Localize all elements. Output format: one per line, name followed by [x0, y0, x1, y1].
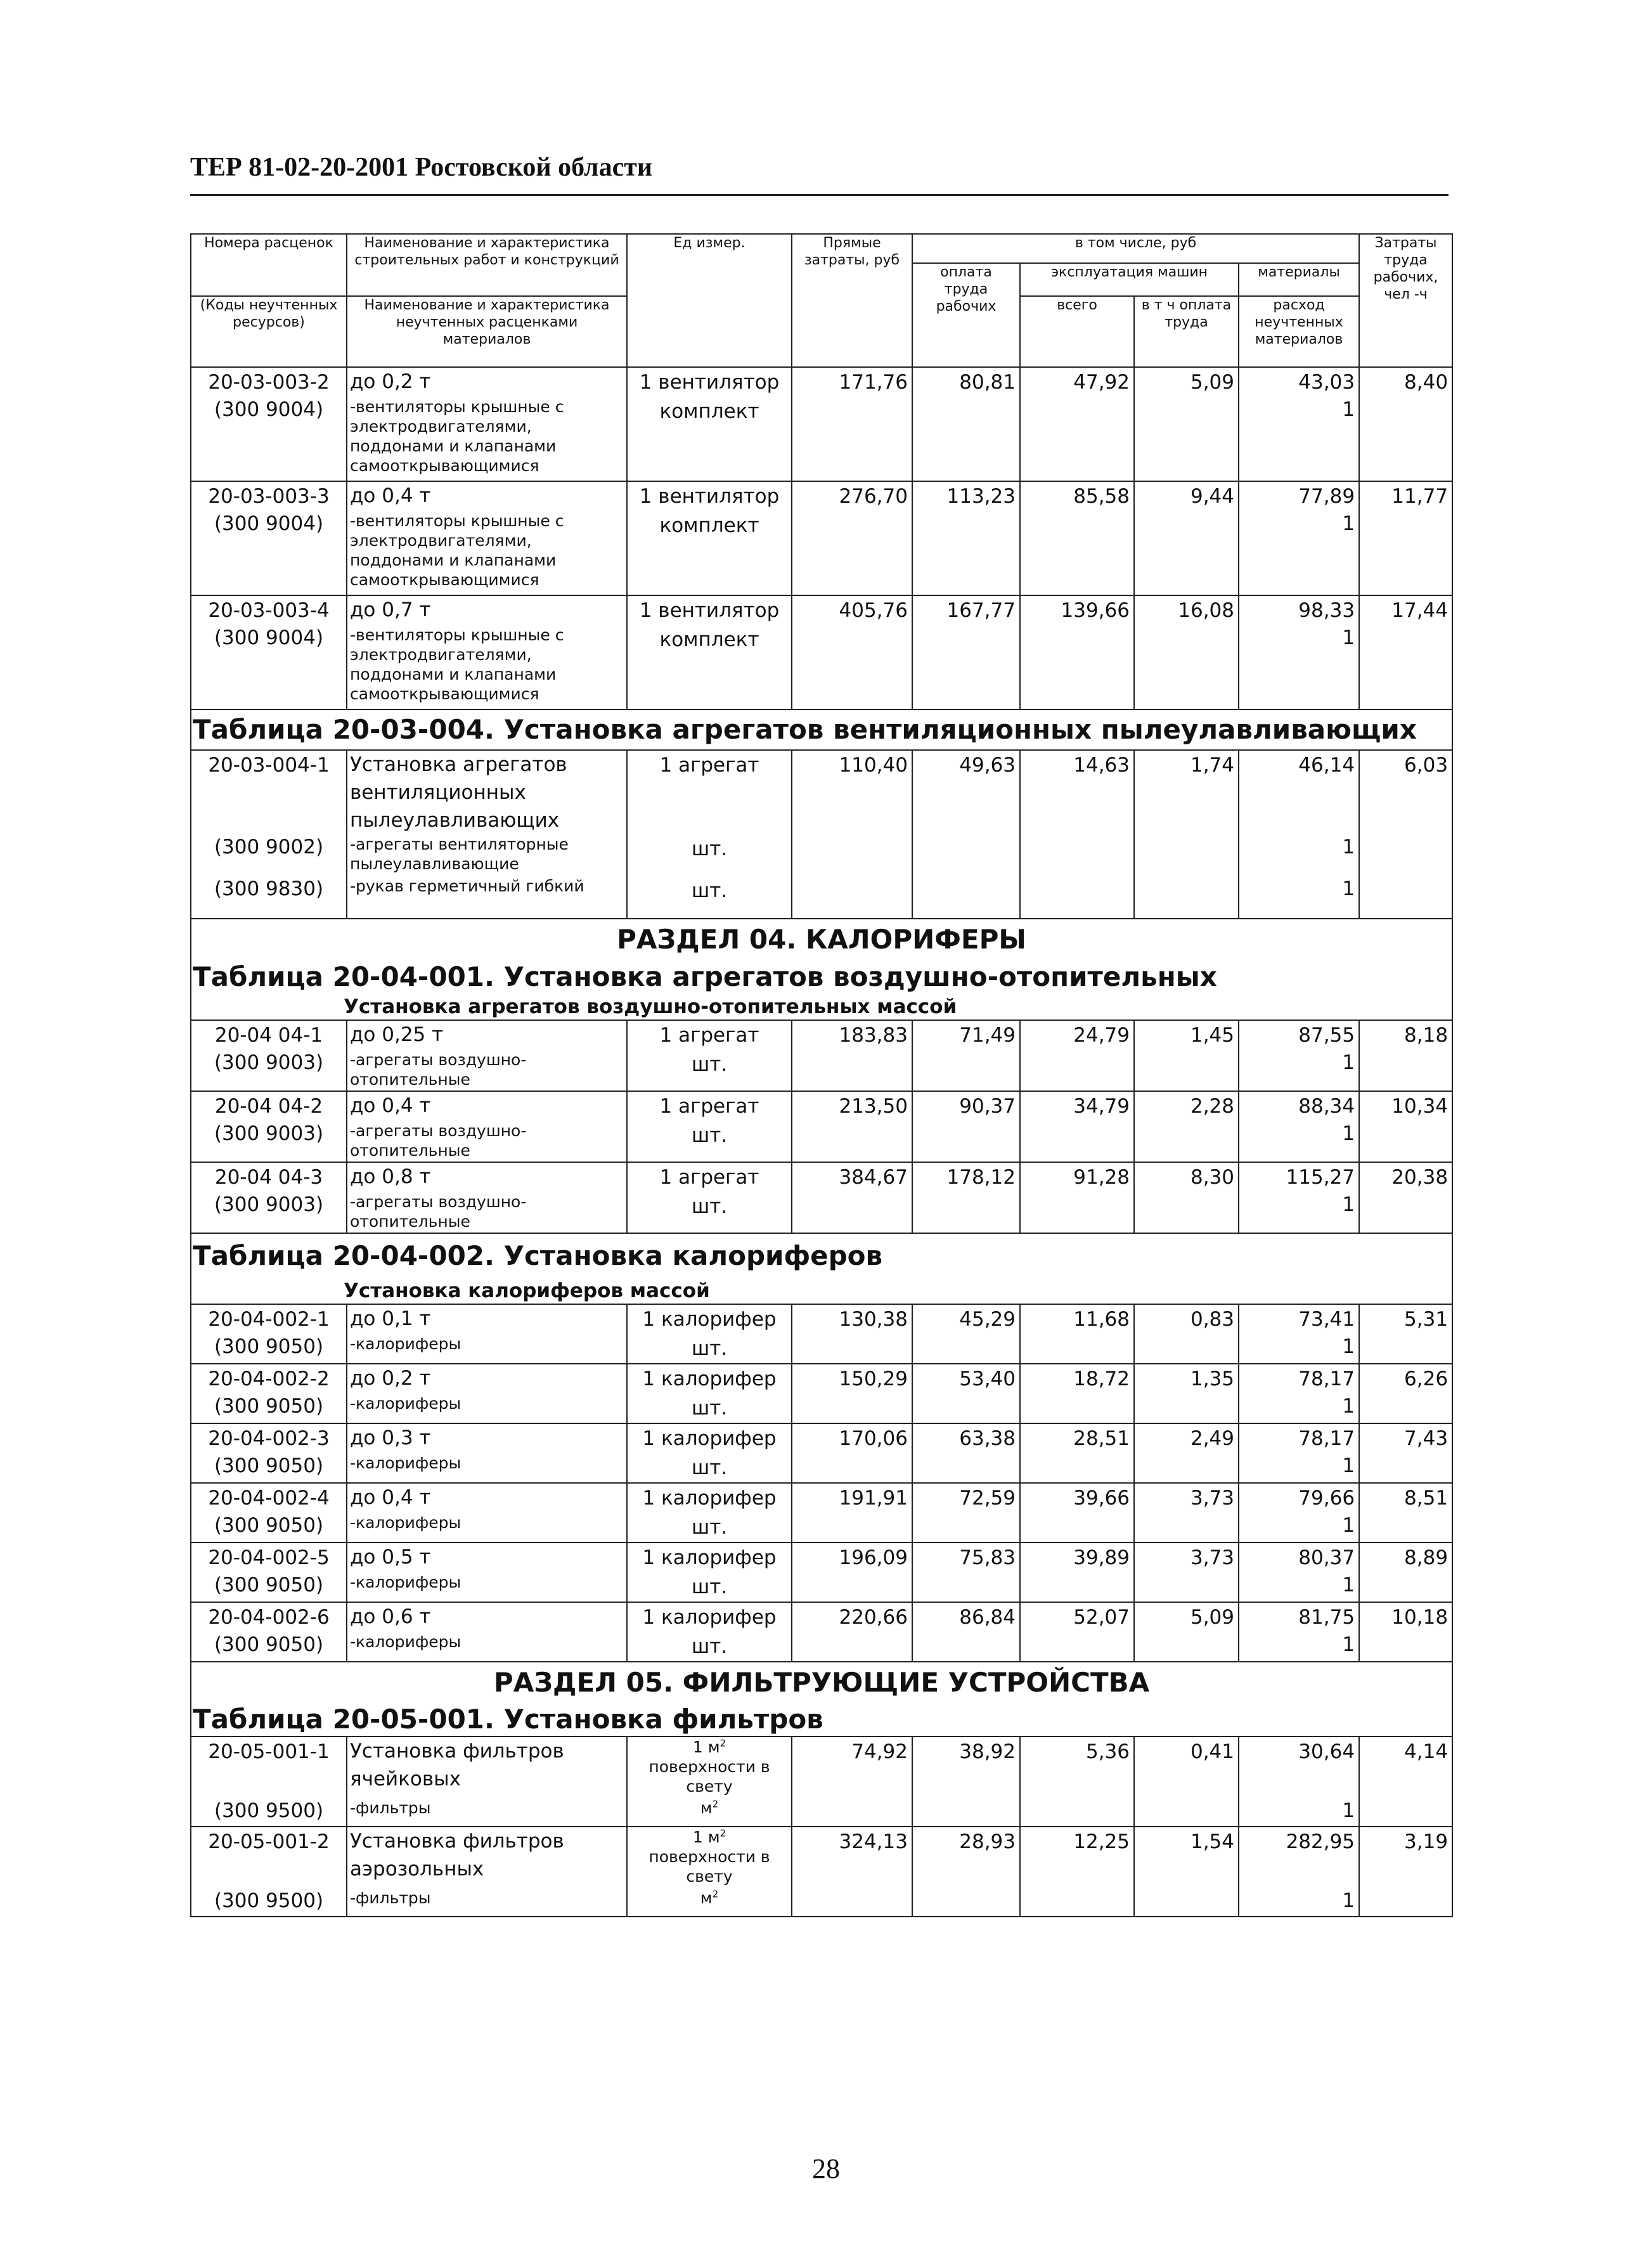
direct-costs: 150,29 [792, 1364, 912, 1423]
rate-row [191, 1827, 1452, 1888]
labor-cost: 3,19 [1359, 1827, 1452, 1917]
resource-unit: шт. [627, 834, 792, 876]
resource-name: -калориферы [347, 1453, 627, 1483]
header-name-bottom: Наименование и характеристика неучтенных расценками материалов [347, 296, 627, 367]
labor-cost: 10,18 [1359, 1602, 1452, 1662]
header-direct-costs: Прямые затраты, руб [792, 234, 912, 367]
materials: 30,64 [1239, 1737, 1359, 1798]
rates-table-wrapper [190, 233, 1452, 1917]
header-materials-usage: расход неучтенных материалов [1239, 296, 1359, 367]
resource-unit [627, 1798, 792, 1827]
labor-cost: 5,31 [1359, 1304, 1452, 1364]
rate-unit-desc: поверхности в свету [649, 1848, 770, 1886]
resource-unit-main: м [700, 1799, 713, 1817]
labor-pay: 53,40 [912, 1364, 1020, 1423]
direct-costs: 183,83 [792, 1020, 912, 1091]
labor-cost: 7,43 [1359, 1423, 1452, 1483]
rate-code: 20-03-003-2 [191, 367, 347, 397]
rate-code: 20-04-002-6 [191, 1602, 347, 1632]
resource-unit [627, 1888, 792, 1917]
resource-name: -агрегаты воздушно-отопительные [347, 1050, 627, 1091]
rate-unit-main: 1 м [692, 1828, 720, 1846]
rate-name: Установка фильтров аэрозольных [347, 1827, 627, 1888]
labor-cost: 8,18 [1359, 1020, 1452, 1091]
direct-costs: 276,70 [792, 481, 912, 595]
rate-name: до 0,3 т [347, 1423, 627, 1453]
header-labor-cost: Затраты труда рабочих, чел -ч [1359, 234, 1452, 367]
labor-cost: 8,40 [1359, 367, 1452, 481]
direct-costs: 196,09 [792, 1543, 912, 1602]
rate-row [191, 367, 1452, 397]
rate-unit [627, 1827, 792, 1888]
header-rule [190, 194, 1449, 196]
rate-row [191, 750, 1452, 834]
resource-unit: шт. [627, 876, 792, 919]
resource-name: -калориферы [347, 1632, 627, 1662]
resource-qty: 1 [1239, 1798, 1359, 1827]
machines-labor: 0,41 [1134, 1737, 1239, 1827]
table-title-row [191, 1703, 1452, 1737]
rate-name: до 0,4 т [347, 1091, 627, 1121]
header-unit: Ед измер. [627, 234, 792, 367]
resource-code: (300 9050) [191, 1513, 347, 1543]
resource-qty: 1 [1239, 625, 1359, 709]
rate-code: 20-04-002-5 [191, 1543, 347, 1572]
rate-unit-desc: поверхности в свету [649, 1757, 770, 1796]
rate-name: до 0,8 т [347, 1162, 627, 1192]
resource-qty: 1 [1239, 1192, 1359, 1233]
resource-code: (300 9050) [191, 1632, 347, 1662]
rate-row [191, 1543, 1452, 1572]
header-labor-pay: оплата труда рабочих [912, 263, 1020, 367]
machines-labor: 5,09 [1134, 367, 1239, 481]
resource-name: -вентиляторы крышные с электродвигателями, поддонами и клапанами самооткрывающимися [347, 511, 627, 595]
machines-labor: 1,35 [1134, 1364, 1239, 1423]
rate-row [191, 1364, 1452, 1394]
resource-code: (300 9830) [191, 876, 347, 919]
machines-labor: 1,45 [1134, 1020, 1239, 1091]
machines-labor: 5,09 [1134, 1602, 1239, 1662]
rate-unit: 1 вентилятор [627, 481, 792, 511]
direct-costs: 324,13 [792, 1827, 912, 1917]
resource-name: -рукав герметичный гибкий [347, 876, 627, 919]
labor-cost: 20,38 [1359, 1162, 1452, 1233]
resource-unit-power: 2 [712, 1798, 719, 1810]
direct-costs: 170,06 [792, 1423, 912, 1483]
machines-total: 85,58 [1020, 481, 1134, 595]
machines-labor: 2,28 [1134, 1091, 1239, 1162]
labor-cost: 11,77 [1359, 481, 1452, 595]
rate-unit: 1 калорифер [627, 1304, 792, 1334]
labor-pay: 38,92 [912, 1737, 1020, 1827]
section-row [191, 1662, 1452, 1703]
resource-unit: шт. [627, 1513, 792, 1543]
machines-labor: 16,08 [1134, 595, 1239, 709]
labor-pay: 167,77 [912, 595, 1020, 709]
resource-unit: шт. [627, 1192, 792, 1233]
resource-name: -фильтры [347, 1888, 627, 1917]
rates-table [190, 233, 1453, 1917]
resource-name: -вентиляторы крышные с электродвигателями, поддонами и клапанами самооткрывающимися [347, 625, 627, 709]
rate-row [191, 595, 1452, 625]
resource-name: -агрегаты воздушно-отопительные [347, 1121, 627, 1162]
table-subtitle: Установка агрегатов воздушно-отопительных массой [191, 994, 1452, 1020]
resource-qty: 1 [1239, 1572, 1359, 1602]
resource-code: (300 9003) [191, 1121, 347, 1162]
rate-row [191, 1602, 1452, 1632]
rate-row [191, 1423, 1452, 1453]
rate-name: до 0,4 т [347, 481, 627, 511]
machines-total: 24,79 [1020, 1020, 1134, 1091]
direct-costs: 384,67 [792, 1162, 912, 1233]
rate-unit-power: 2 [720, 1737, 726, 1749]
rate-code: 20-04 04-2 [191, 1091, 347, 1121]
machines-total: 39,66 [1020, 1483, 1134, 1543]
resource-code: (300 9500) [191, 1798, 347, 1827]
labor-pay: 49,63 [912, 750, 1020, 919]
resource-qty: 1 [1239, 1394, 1359, 1423]
materials: 78,17 [1239, 1364, 1359, 1394]
materials: 43,03 [1239, 367, 1359, 397]
section-heading: РАЗДЕЛ 05. ФИЛЬТРУЮЩИЕ УСТРОЙСТВА [191, 1662, 1452, 1703]
rate-unit [627, 1737, 792, 1798]
rate-code: 20-04 04-1 [191, 1020, 347, 1050]
rate-name: до 0,7 т [347, 595, 627, 625]
resource-code: (300 9050) [191, 1453, 347, 1483]
rate-code: 20-03-003-4 [191, 595, 347, 625]
resource-qty: 1 [1239, 1453, 1359, 1483]
table-title: Таблица 20-05-001. Установка фильтров [191, 1703, 1452, 1737]
rate-name: до 0,2 т [347, 1364, 627, 1394]
materials: 115,27 [1239, 1162, 1359, 1192]
rate-row [191, 1483, 1452, 1513]
resource-name: -агрегаты вентиляторные пылеулавливающие [347, 834, 627, 876]
table-subtitle-row [191, 1278, 1452, 1304]
table-title-row [191, 709, 1452, 750]
machines-total: 47,92 [1020, 367, 1134, 481]
resource-qty: 1 [1239, 1513, 1359, 1543]
materials: 79,66 [1239, 1483, 1359, 1513]
resource-name: -калориферы [347, 1334, 627, 1364]
resource-unit: шт. [627, 1394, 792, 1423]
rate-name: до 0,5 т [347, 1543, 627, 1572]
direct-costs: 405,76 [792, 595, 912, 709]
resource-unit: шт. [627, 1453, 792, 1483]
header-materials-group: материалы [1239, 263, 1359, 296]
machines-labor: 8,30 [1134, 1162, 1239, 1233]
table-subtitle-row [191, 994, 1452, 1020]
rate-code: 20-05-001-2 [191, 1827, 347, 1888]
resource-code: (300 9004) [191, 625, 347, 709]
rate-unit: 1 калорифер [627, 1543, 792, 1572]
header-code-bottom: (Коды неучтенных ресурсов) [191, 296, 347, 367]
rate-row [191, 481, 1452, 511]
rate-code: 20-04-002-1 [191, 1304, 347, 1334]
resource-qty: 1 [1239, 834, 1359, 876]
materials: 46,14 [1239, 750, 1359, 834]
materials: 98,33 [1239, 595, 1359, 625]
header-code-top: Номера расценок [191, 234, 347, 296]
resource-name: -фильтры [347, 1798, 627, 1827]
running-head: ТЕР 81-02-20-2001 Ростовской области [190, 153, 653, 182]
rate-unit-main: 1 м [692, 1738, 720, 1756]
direct-costs: 191,91 [792, 1483, 912, 1543]
resource-name: -вентиляторы крышные с электродвигателями, поддонами и клапанами самооткрывающимися [347, 397, 627, 481]
rate-row [191, 1737, 1452, 1798]
resource-unit: шт. [627, 1572, 792, 1602]
rate-unit: 1 агрегат [627, 750, 792, 834]
materials: 282,95 [1239, 1827, 1359, 1888]
resource-unit: шт. [627, 1050, 792, 1091]
resource-code: (300 9050) [191, 1394, 347, 1423]
rate-name: до 0,1 т [347, 1304, 627, 1334]
labor-pay: 45,29 [912, 1304, 1020, 1364]
resource-qty: 1 [1239, 876, 1359, 919]
resource-qty: 1 [1239, 1050, 1359, 1091]
machines-labor: 2,49 [1134, 1423, 1239, 1483]
resource-code: (300 9500) [191, 1888, 347, 1917]
rate-code: 20-04-002-2 [191, 1364, 347, 1394]
direct-costs: 213,50 [792, 1091, 912, 1162]
labor-pay: 178,12 [912, 1162, 1020, 1233]
labor-pay: 72,59 [912, 1483, 1020, 1543]
resource-qty: 1 [1239, 1121, 1359, 1162]
rate-row [191, 1020, 1452, 1050]
rate-name: до 0,2 т [347, 367, 627, 397]
section-row [191, 919, 1452, 960]
resource-code: (300 9050) [191, 1334, 347, 1364]
labor-cost: 8,89 [1359, 1543, 1452, 1602]
header-machines-total: всего [1020, 296, 1134, 367]
resource-unit-power: 2 [712, 1888, 719, 1900]
machines-total: 28,51 [1020, 1423, 1134, 1483]
labor-cost: 6,26 [1359, 1364, 1452, 1423]
materials: 73,41 [1239, 1304, 1359, 1334]
resource-qty: 1 [1239, 397, 1359, 481]
rate-unit: 1 калорифер [627, 1602, 792, 1632]
direct-costs: 171,76 [792, 367, 912, 481]
header-row-1 [191, 234, 1452, 263]
resource-unit-main: м [700, 1889, 713, 1907]
header-machines-labor: в т ч оплата труда [1134, 296, 1239, 367]
materials: 77,89 [1239, 481, 1359, 511]
resource-code: (300 9003) [191, 1050, 347, 1091]
machines-labor: 3,73 [1134, 1483, 1239, 1543]
table-subtitle: Установка калориферов массой [191, 1278, 1452, 1304]
resource-qty: 1 [1239, 1334, 1359, 1364]
labor-pay: 71,49 [912, 1020, 1020, 1091]
machines-labor: 0,83 [1134, 1304, 1239, 1364]
machines-labor: 9,44 [1134, 481, 1239, 595]
machines-total: 139,66 [1020, 595, 1134, 709]
resource-code: (300 9002) [191, 834, 347, 876]
machines-total: 52,07 [1020, 1602, 1134, 1662]
resource-unit: комплект [627, 625, 792, 709]
rate-row [191, 1162, 1452, 1192]
rate-name: Установка агрегатов вентиляционных пылеулавливающих [347, 750, 627, 834]
rate-code: 20-03-004-1 [191, 750, 347, 834]
labor-cost: 8,51 [1359, 1483, 1452, 1543]
rate-unit: 1 вентилятор [627, 367, 792, 397]
direct-costs: 110,40 [792, 750, 912, 919]
rate-row [191, 1304, 1452, 1334]
table-title: Таблица 20-04-002. Установка калориферов [191, 1233, 1452, 1278]
resource-unit: шт. [627, 1121, 792, 1162]
resource-name: -калориферы [347, 1394, 627, 1423]
resource-code: (300 9050) [191, 1572, 347, 1602]
machines-total: 11,68 [1020, 1304, 1134, 1364]
section-heading: РАЗДЕЛ 04. КАЛОРИФЕРЫ [191, 919, 1452, 960]
machines-total: 91,28 [1020, 1162, 1134, 1233]
labor-pay: 80,81 [912, 367, 1020, 481]
rate-unit: 1 калорифер [627, 1364, 792, 1394]
labor-cost: 10,34 [1359, 1091, 1452, 1162]
materials: 87,55 [1239, 1020, 1359, 1050]
resource-unit: комплект [627, 511, 792, 595]
direct-costs: 74,92 [792, 1737, 912, 1827]
labor-pay: 75,83 [912, 1543, 1020, 1602]
rate-name: до 0,6 т [347, 1602, 627, 1632]
table-title-row [191, 1233, 1452, 1278]
materials: 88,34 [1239, 1091, 1359, 1121]
rate-unit: 1 вентилятор [627, 595, 792, 625]
resource-code: (300 9003) [191, 1192, 347, 1233]
materials: 81,75 [1239, 1602, 1359, 1632]
labor-pay: 28,93 [912, 1827, 1020, 1917]
machines-labor: 1,54 [1134, 1827, 1239, 1917]
machines-total: 5,36 [1020, 1737, 1134, 1827]
machines-total: 18,72 [1020, 1364, 1134, 1423]
materials: 78,17 [1239, 1423, 1359, 1453]
machines-total: 14,63 [1020, 750, 1134, 919]
labor-pay: 90,37 [912, 1091, 1020, 1162]
table-title: Таблица 20-04-001. Установка агрегатов воздушно-отопительных [191, 960, 1452, 994]
labor-cost: 6,03 [1359, 750, 1452, 919]
rate-unit: 1 калорифер [627, 1483, 792, 1513]
resource-name: -калориферы [347, 1572, 627, 1602]
labor-pay: 86,84 [912, 1602, 1020, 1662]
direct-costs: 130,38 [792, 1304, 912, 1364]
resource-code: (300 9004) [191, 511, 347, 595]
resource-name: -калориферы [347, 1513, 627, 1543]
machines-labor: 3,73 [1134, 1543, 1239, 1602]
machines-total: 34,79 [1020, 1091, 1134, 1162]
resource-qty: 1 [1239, 1632, 1359, 1662]
rate-code: 20-05-001-1 [191, 1737, 347, 1798]
table-title-row [191, 960, 1452, 994]
resource-code: (300 9004) [191, 397, 347, 481]
materials: 80,37 [1239, 1543, 1359, 1572]
resource-name: -агрегаты воздушно-отопительные [347, 1192, 627, 1233]
header-name-top: Наименование и характеристика строительных работ и конструкций [347, 234, 627, 296]
rate-unit-power: 2 [720, 1827, 726, 1839]
rate-code: 20-03-003-3 [191, 481, 347, 511]
rate-name: до 0,25 т [347, 1020, 627, 1050]
rate-name: до 0,4 т [347, 1483, 627, 1513]
table-title: Таблица 20-03-004. Установка агрегатов вентиляционных пылеулавливающих [191, 709, 1452, 750]
rate-unit: 1 агрегат [627, 1162, 792, 1192]
rate-unit: 1 агрегат [627, 1020, 792, 1050]
labor-pay: 63,38 [912, 1423, 1020, 1483]
resource-qty: 1 [1239, 511, 1359, 595]
rate-unit: 1 калорифер [627, 1423, 792, 1453]
resource-unit: комплект [627, 397, 792, 481]
rate-row [191, 1091, 1452, 1121]
rate-code: 20-04 04-3 [191, 1162, 347, 1192]
rate-code: 20-04-002-4 [191, 1483, 347, 1513]
machines-labor: 1,74 [1134, 750, 1239, 919]
direct-costs: 220,66 [792, 1602, 912, 1662]
rate-code: 20-04-002-3 [191, 1423, 347, 1453]
page-number: 28 [812, 2153, 840, 2184]
resource-qty: 1 [1239, 1888, 1359, 1917]
machines-total: 39,89 [1020, 1543, 1134, 1602]
labor-cost: 17,44 [1359, 595, 1452, 709]
labor-pay: 113,23 [912, 481, 1020, 595]
resource-unit: шт. [627, 1632, 792, 1662]
header-incl-group: в том числе, руб [912, 234, 1359, 263]
resource-unit: шт. [627, 1334, 792, 1364]
header-machines-group: эксплуатация машин [1020, 263, 1239, 296]
machines-total: 12,25 [1020, 1827, 1134, 1917]
rate-name: Установка фильтров ячейковых [347, 1737, 627, 1798]
rate-unit: 1 агрегат [627, 1091, 792, 1121]
labor-cost: 4,14 [1359, 1737, 1452, 1827]
